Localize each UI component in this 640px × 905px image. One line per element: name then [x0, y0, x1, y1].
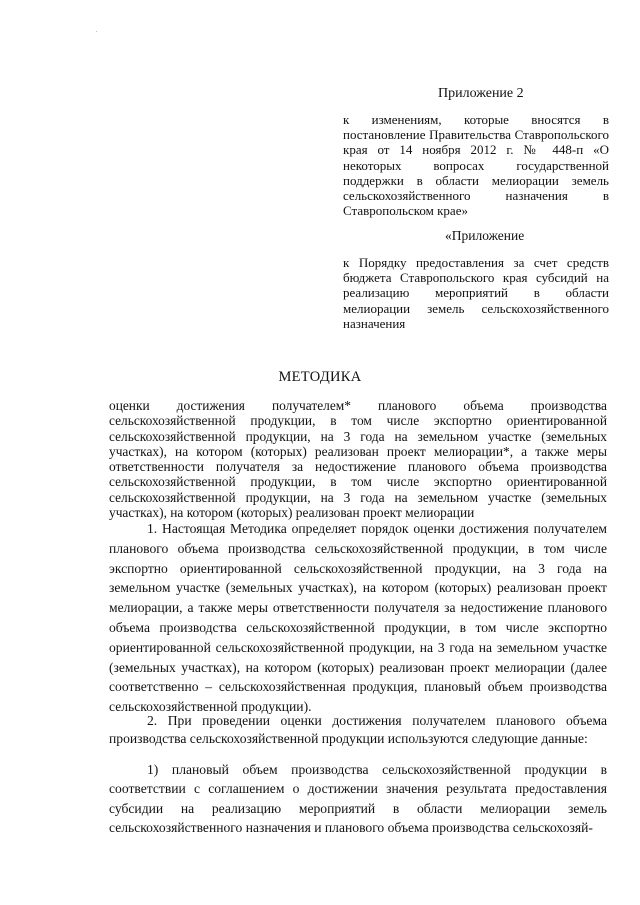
document-subtitle: оценки достижения получателем* планового объема производства сельскохозяйственной продукции, в том числе экспортно ориентированной сельскохозяйственной продукции, на 3 года на земельном участке (земельных участках), на котором (которых) реализован проект мелиорации*, а также меры ответственности получателя за недостижение планового объема производства сельскохозяйственной продукции, в том числе экспортно ориентированной сельскохозяйственной продукции, на 3 года на земельном участке (земельных участках), на котором (которых) реализован проект мелиорации: [109, 398, 607, 521]
paragraph-2-item-1: 1) плановый объем производства сельскохозяйственной продукции в соответствии с соглашением о достижении значения результата предоставления субсидии на реализацию мероприятий в области мелиорации земель сельскохозяйственного назначения и планового объема производства сельскохозяй-: [109, 762, 607, 835]
paragraph-1: 1. Настоящая Методика определяет порядок оценки достижения получателем планового объема производства сельскохозяйственной продукции, в том числе экспортно ориентированной сельскохозяйственной продукции, на 3 года на земельном участке (земельных участках), на котором (которых) реализован проект мелиорации, а также меры ответственности получателя за недостижение планового объема производства сельскохозяйственной продукции, в том числе экспортно ориентированной сельскохозяйственной продукции, на 3 года на земельном участке (земельных участках), на котором (которых) реализован проект мелиорации (далее соответственно – сельскохозяйственная продукция, плановый объем производства сельскохозяйственной продукции).: [109, 521, 607, 715]
appendix-2-title: Приложение 2: [438, 86, 524, 101]
document-heading: МЕТОДИКА: [278, 369, 362, 385]
scan-speck: [96, 31, 97, 32]
appendix-reference: к Порядку предоставления за счет средств бюджета Ставропольского края субсидий на реализацию мероприятий в области мелиорации земель сельскохозяйственного назначения: [343, 255, 609, 331]
appendix-title: «Приложение: [445, 228, 525, 243]
appendix-2-reference: к изменениям, которые вносятся в постановление Правительства Ставропольского края от 14 ноября 2012 г. № 448-п «О некоторых вопросах государственной поддержки в области мелиорации земель сельскохозяйственного назначения в Ставропольском крае»: [343, 112, 609, 219]
paragraph-2: 2. При проведении оценки достижения получателем планового объема производства сельскохозяйственной продукции используются следующие данные:: [109, 713, 607, 746]
